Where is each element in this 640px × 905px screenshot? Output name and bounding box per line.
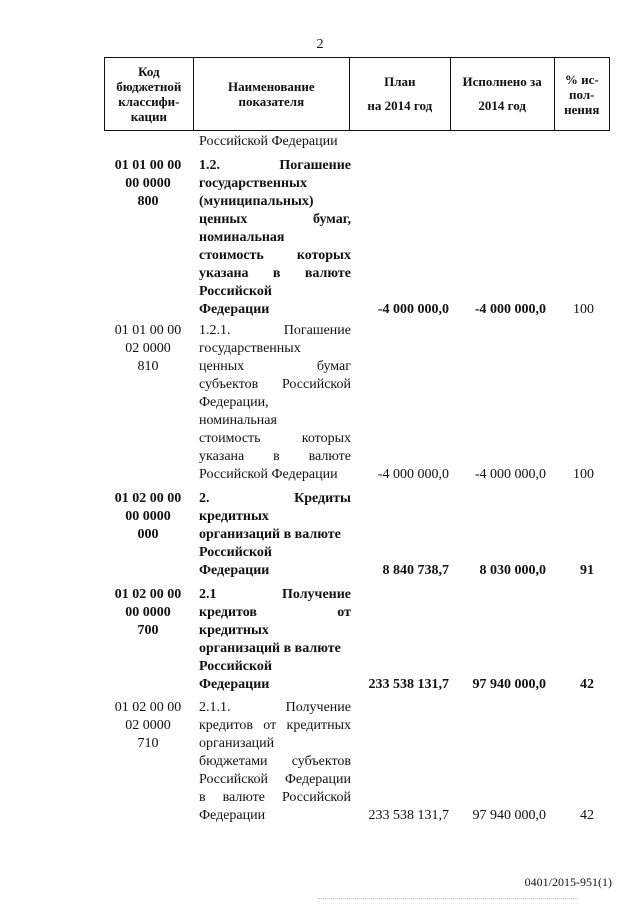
header-plan-line: на 2014 год (367, 98, 433, 113)
header-code-line: Код (138, 64, 160, 79)
code-line: 00 0000 (125, 605, 171, 620)
executed-value: -4 000 000,0 (474, 302, 546, 317)
header-done-line: 2014 год (478, 98, 526, 113)
header-code-line: бюджетной (116, 79, 182, 94)
code-line: 700 (137, 623, 159, 638)
percent-value: 42 (580, 677, 594, 692)
header-done-cell (450, 58, 554, 131)
name-line: организаций в валюте (199, 641, 341, 656)
continued-text: Российской Федерации (199, 134, 338, 149)
row-code (104, 586, 192, 640)
name-line: организаций (199, 736, 275, 751)
code-line: 01 01 00 00 (114, 323, 182, 338)
percent-value: 91 (580, 563, 594, 578)
name-line: кредитов от кредитных (199, 718, 351, 733)
name-line: ценных бумаг (199, 359, 351, 374)
document-code: 0401/2015-951(1) (524, 875, 612, 889)
name-line: стоимость которых (199, 248, 351, 263)
row-code (104, 699, 192, 753)
row-name (199, 586, 351, 694)
name-line: государственных (199, 176, 307, 191)
page-number: 2 (316, 37, 324, 52)
header-pct-line: % ис- (564, 71, 599, 87)
executed-value: 8 030 000,0 (479, 563, 546, 578)
plan-value: -4 000 000,0 (377, 302, 449, 317)
name-line: Федерации (199, 563, 270, 578)
name-line: организаций в валюте (199, 527, 341, 542)
name-line: Российской Федерации (199, 772, 351, 787)
header-plan-line: План (384, 74, 416, 89)
name-line: кредитных (199, 509, 269, 524)
plan-value: 8 840 738,7 (382, 563, 449, 578)
code-line: 01 01 00 00 (114, 158, 182, 173)
header-name-line: Наименование (227, 79, 315, 94)
name-line: указана в валюте (199, 449, 351, 464)
code-line: 000 (137, 527, 159, 542)
name-line: 2.1 Получение (199, 587, 351, 602)
name-line: Федерации (199, 677, 270, 692)
code-line: 810 (137, 359, 159, 374)
name-line: субъектов Российской (199, 377, 351, 392)
name-line: ценных бумаг, (199, 212, 351, 227)
name-line: Российской (199, 284, 272, 299)
header-name-cell (193, 58, 349, 131)
name-line: Российской (199, 545, 272, 560)
header-pct-line: нения (564, 101, 600, 117)
name-line: Российской Федерации (199, 467, 338, 482)
header-pct-cell (554, 58, 609, 131)
name-line: Федерации (199, 302, 270, 317)
code-line: 01 02 00 00 (114, 491, 182, 506)
name-line: стоимость которых (199, 431, 351, 446)
row-name (199, 699, 351, 825)
name-line: Федерации (199, 808, 266, 823)
code-line: 00 0000 (125, 509, 171, 524)
name-line: кредитных (199, 623, 269, 638)
name-line: номинальная (199, 230, 285, 245)
table-header (104, 57, 610, 131)
name-line: 1.2. Погашение (199, 158, 351, 173)
name-line: бюджетами субъектов (199, 754, 351, 769)
name-line: 2.1.1. Получение (199, 700, 351, 715)
plan-value: 233 538 131,7 (368, 677, 449, 692)
code-line: 02 0000 (125, 341, 171, 356)
percent-value: 42 (580, 808, 594, 823)
row-name (199, 157, 351, 319)
percent-value: 100 (573, 467, 594, 482)
name-line: в валюте Российской (199, 790, 351, 805)
plan-value: 233 538 131,7 (368, 808, 449, 823)
name-line: Федерации, (199, 395, 269, 410)
executed-value: 97 940 000,0 (472, 808, 546, 823)
executed-value: -4 000 000,0 (474, 467, 546, 482)
header-code-line: классифи- (118, 94, 180, 109)
code-line: 00 0000 (125, 176, 171, 191)
name-line: 2. Кредиты (199, 491, 351, 506)
plan-value: -4 000 000,0 (377, 467, 449, 482)
row-name (199, 322, 351, 484)
header-done-line: Исполнено за (462, 74, 542, 89)
name-line: государственных (199, 341, 301, 356)
name-line: указана в валюте (199, 266, 351, 281)
scan-artifact (318, 898, 578, 899)
header-name-line: показателя (238, 94, 305, 109)
row-name (199, 490, 351, 580)
name-line: (муниципальных) (199, 194, 314, 209)
code-line: 01 02 00 00 (114, 700, 182, 715)
executed-value: 97 940 000,0 (472, 677, 546, 692)
name-line: номинальная (199, 413, 277, 428)
name-line: кредитов от (199, 605, 351, 620)
header-code-line: кации (130, 109, 167, 124)
header-plan-cell (349, 58, 450, 131)
row-code (104, 157, 192, 211)
header-code-cell (105, 58, 194, 131)
name-line: Российской (199, 659, 272, 674)
code-line: 01 02 00 00 (114, 587, 182, 602)
percent-value: 100 (573, 302, 594, 317)
code-line: 02 0000 (125, 718, 171, 733)
code-line: 710 (137, 736, 159, 751)
row-code (104, 490, 192, 544)
row-code (104, 322, 192, 376)
code-line: 800 (137, 194, 159, 209)
name-line: 1.2.1. Погашение (199, 323, 351, 338)
header-pct-line: пол- (569, 86, 595, 102)
